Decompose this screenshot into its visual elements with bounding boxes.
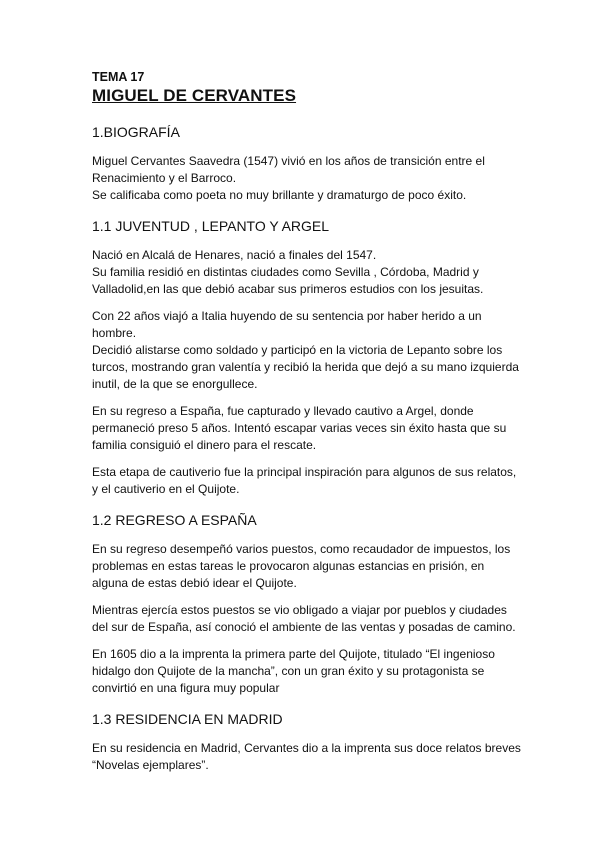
text-line: En 1605 dio a la imprenta la primera parte del Quijote, titulado “El ingenioso	[92, 647, 495, 661]
section-biografia	[92, 124, 532, 204]
topic-label: TEMA 17	[92, 70, 145, 84]
section-regreso	[92, 512, 532, 697]
text-line: del sur de España, así conoció el ambiente de las ventas y posadas de camino.	[92, 620, 516, 634]
text-line: hidalgo don Quijote de la mancha”, con un gran éxito y su protagonista se	[92, 664, 485, 678]
text-line: Nació en Alcalá de Henares, nació a finales del 1547.	[92, 248, 377, 262]
section-heading: 1.1 JUVENTUD , LEPANTO Y ARGEL	[92, 218, 330, 234]
text-line: Con 22 años viajó a Italia huyendo de su sentencia por haber herido a un	[92, 309, 482, 323]
text-line: problemas en estas tareas le provocaron algunas estancias en prisión, en	[92, 559, 485, 573]
paragraph	[92, 541, 532, 592]
text-line: Miguel Cervantes Saavedra (1547) vivió en los años de transición entre el	[92, 154, 485, 168]
paragraph	[92, 464, 532, 498]
text-line: “Novelas ejemplares”.	[92, 758, 209, 772]
section-residencia	[92, 711, 532, 774]
text-line: Decidió alistarse como soldado y participó en la victoria de Lepanto sobre los	[92, 343, 503, 357]
text-line: Se calificaba como poeta no muy brillante y dramaturgo de poco éxito.	[92, 188, 467, 202]
paragraph	[92, 602, 532, 636]
text-line: turcos, mostrando gran valentía y recibió la herida que dejó a su mano izquierda	[92, 360, 519, 374]
section-juventud	[92, 218, 532, 498]
paragraph	[92, 308, 532, 393]
text-line: hombre.	[92, 326, 137, 340]
text-line: En su regreso desempeñó varios puestos, como recaudador de impuestos, los	[92, 542, 511, 556]
text-line: alguna de estas debió idear el Quijote.	[92, 576, 297, 590]
paragraph	[92, 153, 532, 204]
text-line: familia consiguió el dinero para el rescate.	[92, 438, 317, 452]
text-line: permaneció preso 5 años. Intentó escapar varias veces sin éxito hasta que su	[92, 421, 507, 435]
paragraph	[92, 646, 532, 697]
text-line: En su residencia en Madrid, Cervantes dio a la imprenta sus doce relatos breves	[92, 741, 521, 755]
text-line: inutil, de la que se enorgullece.	[92, 377, 258, 391]
text-line: convirtió en una figura muy popular	[92, 681, 280, 695]
text-line: Su familia residió en distintas ciudades como Sevilla , Córdoba, Madrid y	[92, 265, 479, 279]
text-line: Renacimiento y el Barroco.	[92, 171, 237, 185]
section-heading: 1.2 REGRESO A ESPAÑA	[92, 512, 257, 528]
paragraph	[92, 740, 532, 774]
document-page	[92, 70, 532, 784]
section-heading: 1.BIOGRAFÍA	[92, 124, 180, 140]
paragraph	[92, 247, 532, 298]
text-line: Esta etapa de cautiverio fue la principal inspiración para algunos de sus relatos,	[92, 465, 517, 479]
text-line: Mientras ejercía estos puestos se vio obligado a viajar por pueblos y ciudades	[92, 603, 507, 617]
paragraph	[92, 403, 532, 454]
section-heading: 1.3 RESIDENCIA EN MADRID	[92, 711, 283, 727]
document-title: MIGUEL DE CERVANTES	[92, 86, 297, 105]
text-line: Valladolid,en las que debió acabar sus primeros estudios con los jesuitas.	[92, 282, 484, 296]
text-line: En su regreso a España, fue capturado y llevado cautivo a Argel, donde	[92, 404, 474, 418]
text-line: y el cautiverio en el Quijote.	[92, 482, 240, 496]
